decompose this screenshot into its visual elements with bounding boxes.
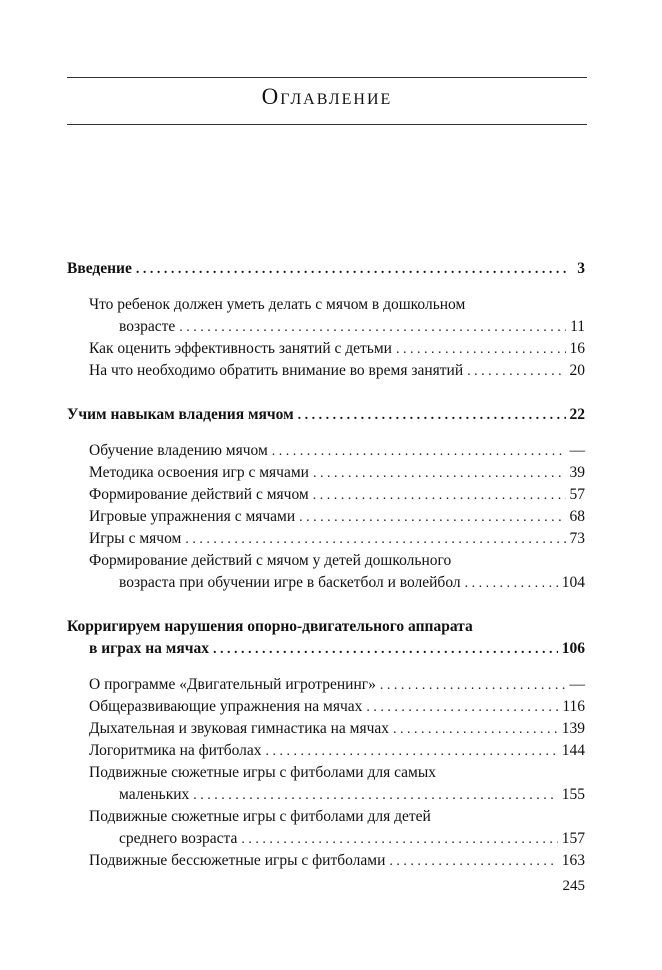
toc-entry-page: 3 (577, 260, 585, 277)
dot-leader (241, 829, 557, 851)
toc-entry-page: 163 (561, 852, 585, 869)
toc-entry-page: 22 (569, 406, 585, 423)
toc-entry[interactable] (89, 484, 585, 506)
toc-entry[interactable] (89, 696, 585, 718)
dot-leader (179, 317, 566, 339)
toc-entry[interactable] (89, 528, 585, 550)
toc-entry-title[interactable]: Подвижные сюжетные игры с фитболами для детей (89, 808, 431, 825)
dot-leader (298, 405, 566, 427)
toc-subsection-list (67, 674, 585, 872)
toc-entry-title: Обучение владению мячом (89, 442, 268, 459)
dot-leader (467, 361, 565, 383)
toc-entry-page: — (569, 442, 585, 459)
toc-entry[interactable] (89, 850, 585, 872)
dot-leader (389, 851, 557, 873)
dot-leader (185, 529, 565, 551)
toc-entry[interactable] (89, 462, 585, 484)
toc-entry-title: Логоритмика на фитболах (89, 742, 262, 759)
toc-entry-page: 73 (569, 530, 585, 547)
toc-entry-title[interactable]: Подвижные сюжетные игры с фитболами для самых (89, 764, 436, 781)
toc-entry-title: Введение (67, 260, 132, 277)
toc-entry-title: Как оценить эффективность занятий с детьми (89, 340, 392, 357)
toc-section-correction (67, 616, 585, 660)
dot-leader (366, 697, 558, 719)
toc-entry-title[interactable]: Формирование действий с мячом у детей дошкольного (89, 552, 452, 569)
dot-leader (272, 441, 566, 463)
toc-entry-title: Игровые упражнения с мячами (89, 508, 296, 525)
toc-entry-title: возрасте (119, 318, 176, 335)
toc-entry-page: 20 (569, 362, 585, 379)
toc-entry-title: Игры с мячом (89, 530, 182, 547)
toc-entry[interactable] (89, 674, 585, 696)
toc-entry-page: 155 (561, 786, 585, 803)
toc-entry-page: 104 (561, 574, 585, 591)
toc-entry-title: На что необходимо обратить внимание во время занятий (89, 362, 464, 379)
toc-entry-title: Учим навыкам владения мячом (67, 406, 294, 423)
toc-entry-page: 11 (570, 318, 585, 335)
toc-entry-page: 157 (561, 830, 585, 847)
toc-entry-title: в играх на мячах (89, 640, 209, 657)
dot-leader (136, 259, 567, 281)
toc-entry[interactable] (67, 404, 585, 426)
toc-entry-title: Общеразвивающие упражнения на мячах (89, 698, 363, 715)
toc-entry[interactable] (89, 572, 585, 594)
toc-entry-page: 16 (569, 340, 585, 357)
toc-entry[interactable] (89, 828, 585, 850)
toc-entry-title: Методика освоения игр с мячами (89, 464, 309, 481)
toc-entry-page: 106 (561, 640, 585, 657)
toc-entry[interactable] (89, 740, 585, 762)
toc-entry[interactable] (89, 506, 585, 528)
dot-leader (393, 719, 558, 741)
dot-leader (213, 639, 558, 661)
dot-leader (380, 675, 566, 697)
toc-entry-title: маленьких (119, 786, 190, 803)
toc-section-ball-skills (67, 404, 585, 426)
toc-entry[interactable] (89, 718, 585, 740)
toc-entry-page: 144 (561, 742, 585, 759)
toc-entry[interactable] (67, 638, 585, 660)
toc-entry-page: 39 (569, 464, 585, 481)
toc-entry-title: Подвижные бессюжетные игры с фитболами (89, 852, 386, 869)
dot-leader (266, 741, 558, 763)
toc-entry-page: 116 (562, 698, 585, 715)
toc-entry-title: возраста при обучении игре в баскетбол и волейбол (119, 574, 461, 591)
toc-subsection-list (67, 294, 585, 382)
toc-entry[interactable] (89, 360, 585, 382)
toc-entry-title: Дыхательная и звуковая гимнастика на мячах (89, 720, 390, 737)
toc-entry-title: среднего возраста (119, 830, 238, 847)
dot-leader (396, 339, 566, 361)
toc-section-intro (67, 258, 585, 280)
dot-leader (193, 785, 557, 807)
top-rule (67, 77, 587, 78)
page-number: 245 (562, 878, 585, 894)
toc-entry-page: 57 (569, 486, 585, 503)
toc-entry-title: О программе «Двигательный игротренинг» (89, 676, 376, 693)
toc-entry-title: Формирование действий с мячом (89, 486, 309, 503)
toc-entry[interactable] (67, 258, 585, 280)
toc-entry[interactable] (89, 316, 585, 338)
dot-leader (465, 573, 558, 595)
dot-leader (313, 485, 566, 507)
toc-entry[interactable] (89, 784, 585, 806)
bottom-rule (67, 124, 587, 125)
toc-entry-title[interactable]: Корригируем нарушения опорно-двигательного аппарата (67, 618, 473, 635)
toc-entry-page: 68 (569, 508, 585, 525)
toc-entry[interactable] (89, 440, 585, 462)
table-of-contents (67, 258, 585, 872)
dot-leader (313, 463, 566, 485)
dot-leader (299, 507, 565, 529)
toc-entry-title[interactable]: Что ребенок должен уметь делать с мячом в дошкольном (89, 296, 466, 313)
toc-entry-page: — (569, 676, 585, 693)
toc-entry[interactable] (89, 338, 585, 360)
toc-entry-page: 139 (561, 720, 585, 737)
toc-subsection-list (67, 440, 585, 594)
page-title: Оглавление (261, 84, 393, 109)
